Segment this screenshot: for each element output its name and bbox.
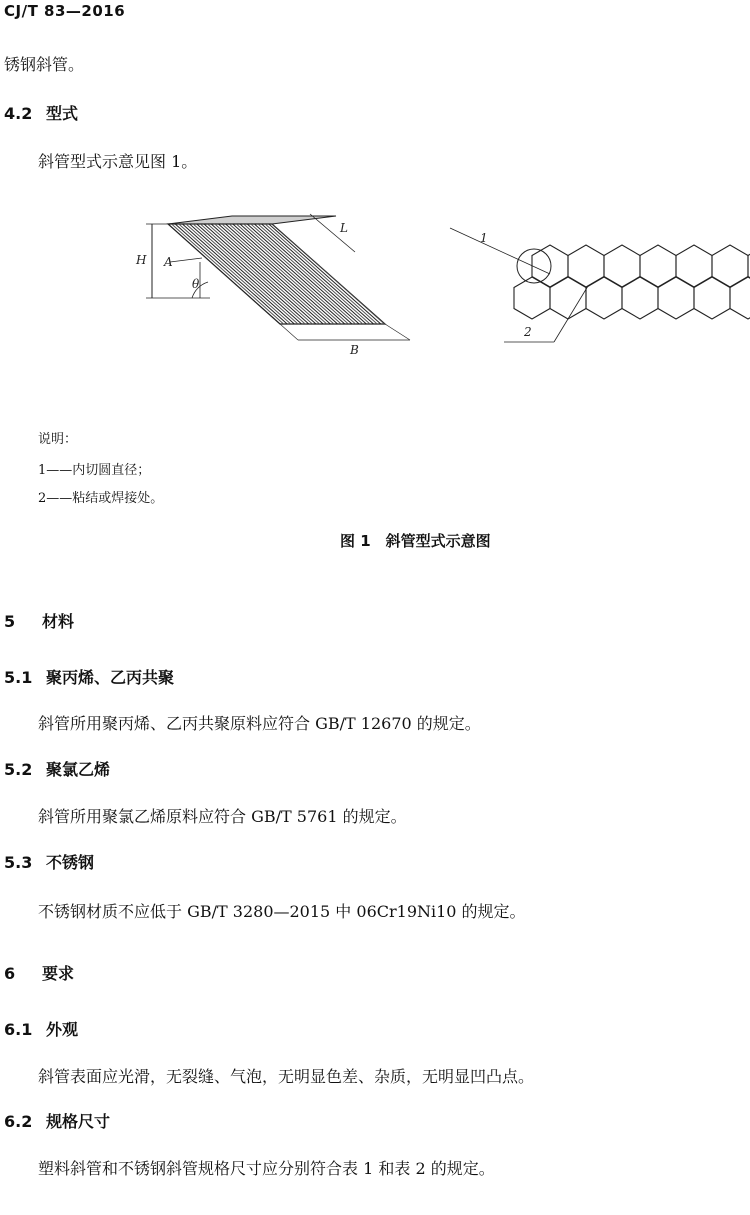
section-6-2-heading <box>4 1109 110 1132</box>
section-6-heading <box>4 961 74 984</box>
callout-2-label: 2 <box>524 325 532 339</box>
section-title: 规格尺寸 <box>46 1112 111 1131</box>
section-title: 要求 <box>42 964 75 983</box>
section-5-2-text: 斜管所用聚氯乙烯原料应符合 GB/T 5761 的规定。 <box>38 807 407 826</box>
section-title: 聚氯乙烯 <box>46 760 111 779</box>
section-5-heading <box>4 609 74 632</box>
section-4-2-text: 斜管型式示意见图 1。 <box>38 152 198 171</box>
hexagon-section-drawing <box>446 220 746 370</box>
legend-item-1: 1——内切圆直径； <box>38 463 151 478</box>
section-title: 型式 <box>46 104 79 123</box>
tube-block-drawing <box>130 212 420 372</box>
legend-title: 说明： <box>38 432 78 447</box>
section-title: 聚丙烯、乙丙共聚 <box>46 668 175 687</box>
callout-1-label: 1 <box>480 231 488 245</box>
dimension-b-label: B <box>350 343 359 357</box>
section-5-3-heading <box>4 850 94 873</box>
section-title: 不锈钢 <box>46 853 95 872</box>
section-6-2-text: 塑料斜管和不锈钢斜管规格尺寸应分别符合表 1 和表 2 的规定。 <box>38 1159 495 1178</box>
dimension-h-label: H <box>136 253 147 267</box>
section-6-1-heading <box>4 1017 78 1040</box>
dimension-l-label: L <box>340 221 348 235</box>
section-5-2-heading <box>4 757 110 780</box>
section-number: 6.2 <box>4 1112 33 1131</box>
section-number: 5.2 <box>4 760 33 779</box>
section-number: 5 <box>4 612 16 631</box>
intro-text: 锈钢斜管。 <box>4 55 85 74</box>
section-6-1-text: 斜管表面应光滑，无裂缝、气泡，无明显色差、杂质，无明显凹凸点。 <box>38 1067 535 1086</box>
angle-alpha-label: A <box>164 255 173 269</box>
figure-caption: 图 1 斜管型式示意图 <box>340 532 491 550</box>
section-5-3-text: 不锈钢材质不应低于 GB/T 3280—2015 中 06Cr19Ni10 的规定。 <box>38 902 526 921</box>
hexagon-cell <box>730 277 750 319</box>
section-title: 外观 <box>46 1020 79 1039</box>
section-number: 6 <box>4 964 16 983</box>
section-4-2-heading <box>4 101 78 124</box>
section-title: 材料 <box>42 612 75 631</box>
section-5-1-heading <box>4 665 174 688</box>
legend-item-2: 2——粘结或焊接处。 <box>38 491 164 506</box>
section-number: 5.3 <box>4 853 33 872</box>
section-number: 6.1 <box>4 1020 33 1039</box>
angle-theta-label: θ <box>192 277 200 291</box>
document-header: CJ/T 83—2016 <box>4 2 126 20</box>
section-number: 4.2 <box>4 104 33 123</box>
section-number: 5.1 <box>4 668 33 687</box>
section-5-1-text: 斜管所用聚丙烯、乙丙共聚原料应符合 GB/T 12670 的规定。 <box>38 714 481 733</box>
